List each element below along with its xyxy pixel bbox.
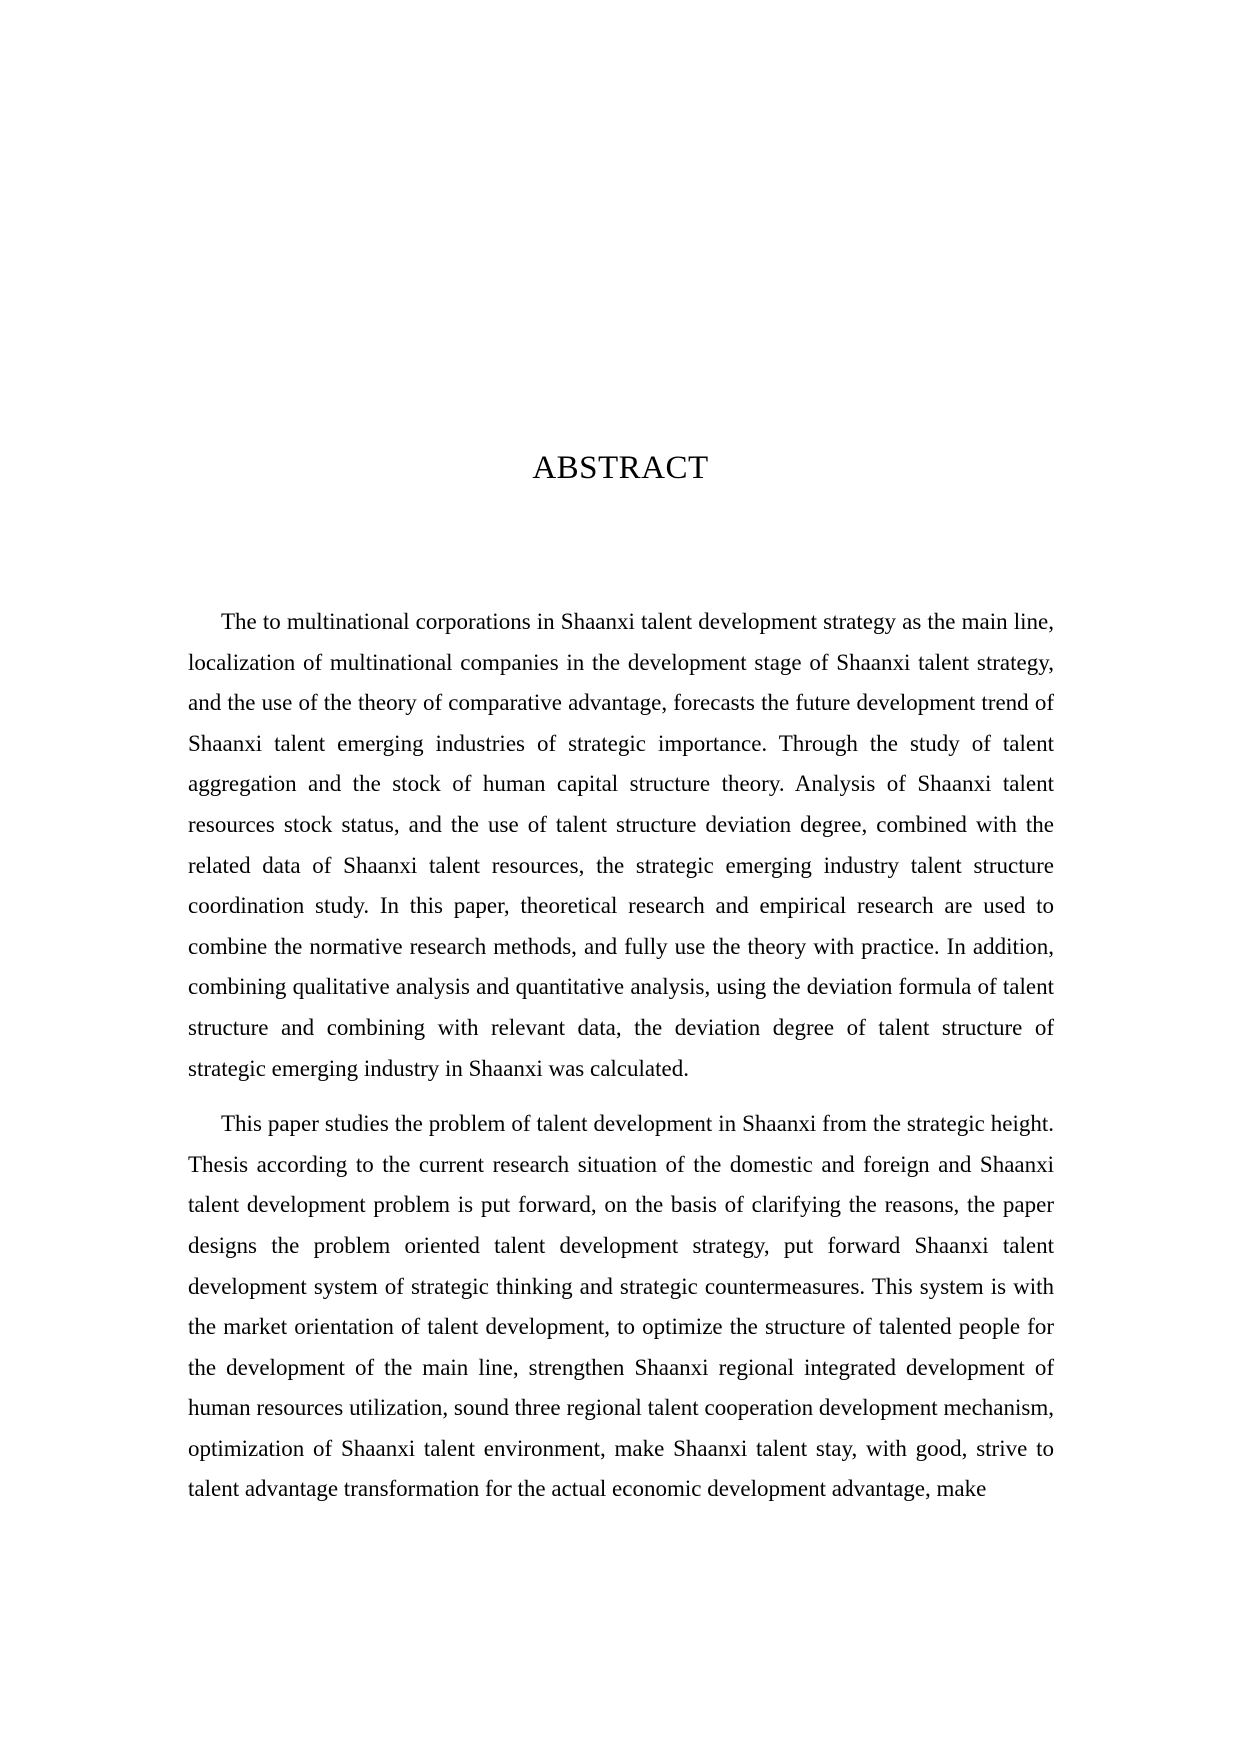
abstract-title: ABSTRACT [532,450,709,486]
abstract-body [188,602,1054,1510]
abstract-paragraph-1: The to multinational corporations in Shaanxi talent development strategy as the main line, localization of multinational companies in the development stage of Shaanxi talent strategy, and the use of the theory of comparative advantage, forecasts the future development trend of Shaanxi talent emerging industries of strategic importance. Through the study of talent aggregation and the stock of human capital structure theory. Analysis of Shaanxi talent resources stock status, and the use of talent structure deviation degree, combined with the related data of Shaanxi talent resources, the strategic emerging industry talent structure coordination study. In this paper, theoretical research and empirical research are used to combine the normative research methods, and fully use the theory with practice. In addition, combining qualitative analysis and quantitative analysis, using the deviation formula of talent structure and combining with relevant data, the deviation degree of talent structure of strategic emerging industry in Shaanxi was calculated. [188,609,1054,1081]
abstract-paragraph-2: This paper studies the problem of talent development in Shaanxi from the strategic height. Thesis according to the current research situation of the domestic and foreign and Shaanxi talent development problem is put forward, on the basis of clarifying the reasons, the paper designs the problem oriented talent development strategy, put forward Shaanxi talent development system of strategic thinking and strategic countermeasures. This system is with the market orientation of talent development, to optimize the structure of talented people for the development of the main line, strengthen Shaanxi regional integrated development of human resources utilization, sound three regional talent cooperation development mechanism, optimization of Shaanxi talent environment, make Shaanxi talent stay, with good, strive to talent advantage transformation for the actual economic development advantage, make [188,1111,1054,1502]
